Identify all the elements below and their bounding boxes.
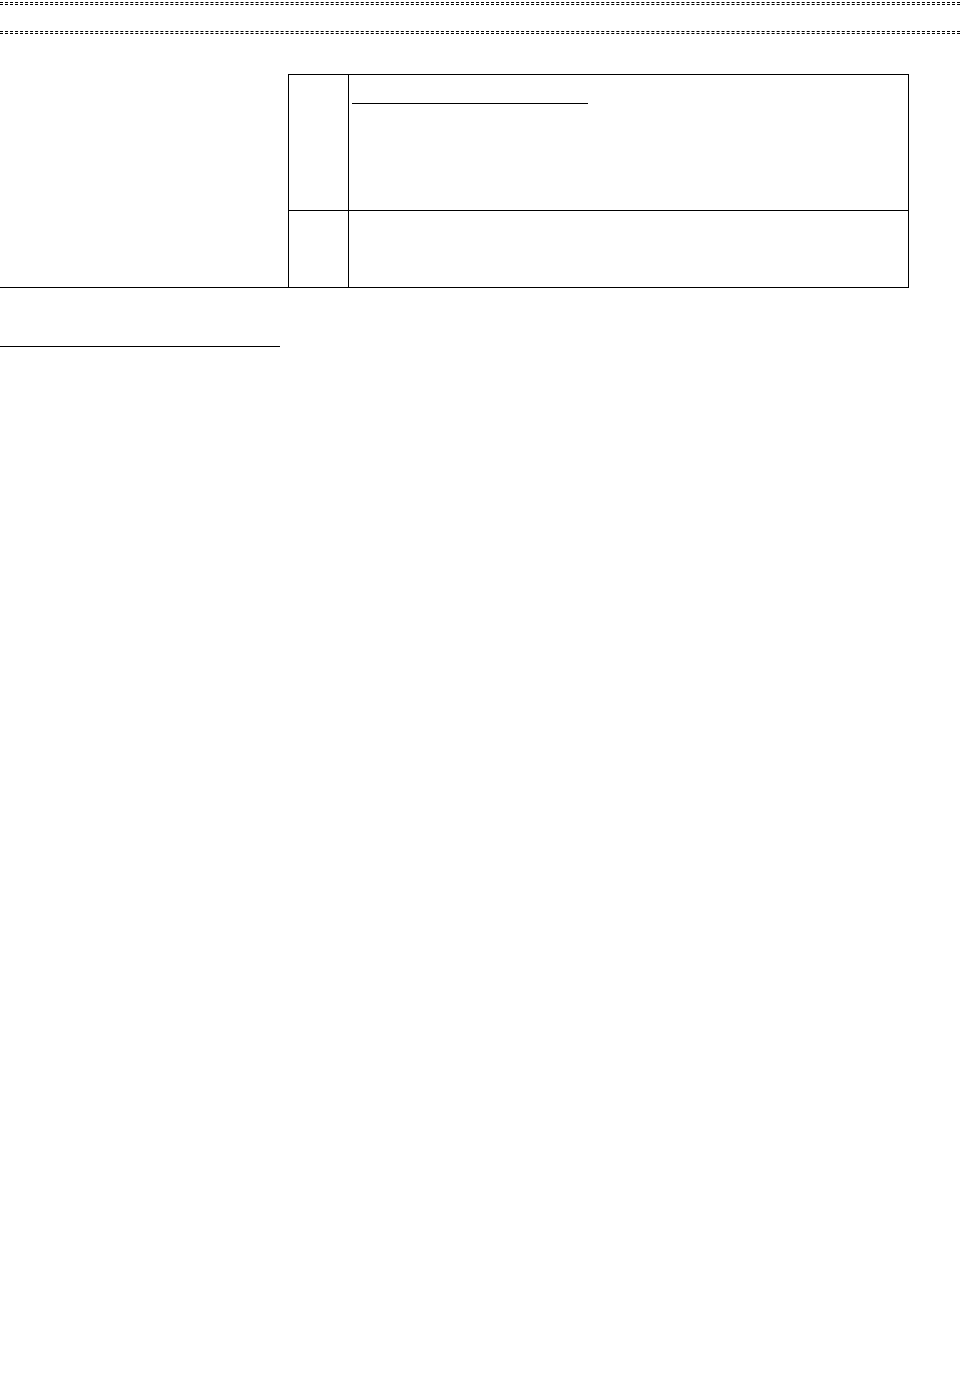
question-underline — [0, 346, 280, 347]
frame-bottom — [0, 287, 908, 288]
frame-top — [288, 74, 908, 75]
frame-base-divider — [288, 210, 908, 211]
frame-mid — [348, 74, 349, 288]
top-rule — [0, 2, 960, 5]
frame-left — [288, 74, 289, 288]
header-rule — [0, 31, 960, 34]
frame-right — [908, 74, 909, 288]
col-group-underline — [352, 103, 588, 104]
